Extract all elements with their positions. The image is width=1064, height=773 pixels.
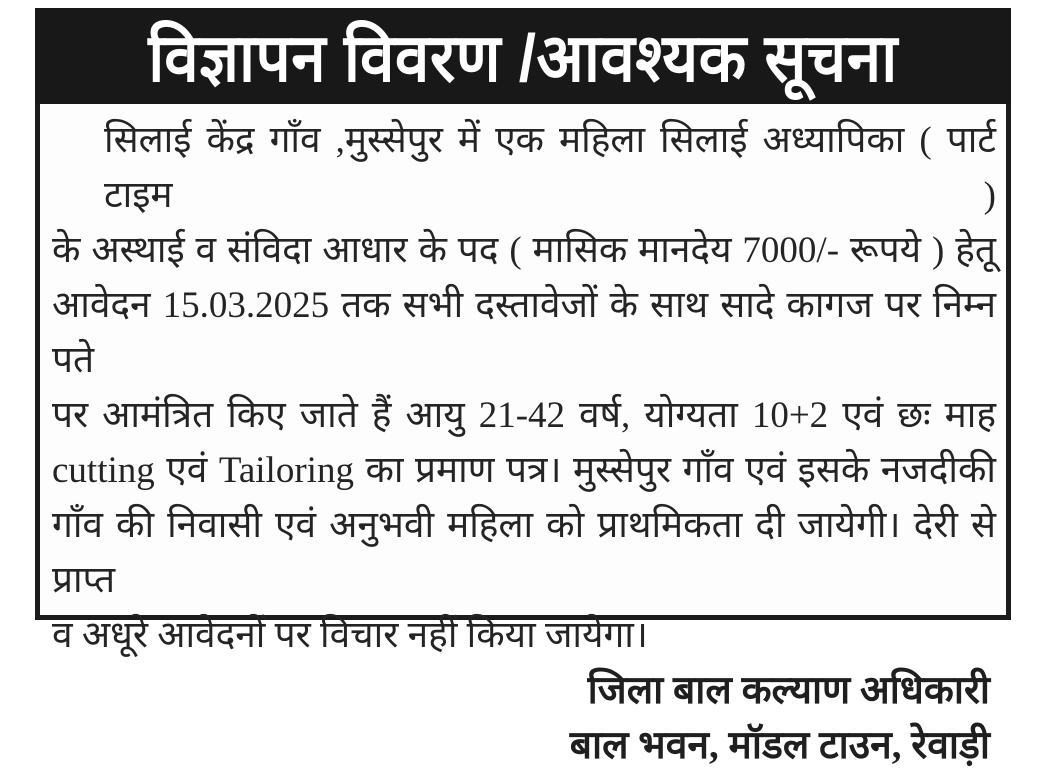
body-line: आवेदन 15.03.2025 तक सभी दस्तावेजों के साथ सादे कागज पर निम्न पते: [52, 285, 996, 381]
ad-header-bar: [35, 8, 1011, 104]
body-line: पर आमंत्रित किए जाते हैं आयु 21-42 वर्ष, योग्यता 10+2 एवं छः माह: [52, 395, 996, 436]
body-line: सिलाई केंद्र गाँव ,मुस्सेपुर में एक महिला सिलाई अध्यापिका ( पार्ट टाइम ): [104, 120, 996, 216]
advertisement: [35, 8, 1011, 767]
ad-title: विज्ञापन विवरण /आवश्यक सूचना: [148, 21, 898, 96]
body-line: cutting एवं Tailoring का प्रमाण पत्र। मुस्सेपुर गाँव एवं इसके नजदीकी: [52, 450, 996, 491]
body-line: के अस्थाई व संविदा आधार के पद ( मासिक मानदेय 7000/- रूपये ) हेतू: [52, 230, 996, 271]
ad-body-box: [35, 104, 1011, 767]
body-line: गाँव की निवासी एवं अनुभवी महिला को प्राथमिकता दी जायेगी। देरी से प्राप्त: [52, 505, 996, 601]
signature-block: [52, 663, 996, 773]
body-line: व अधूरे आवेदनों पर विचार नहीं किया जायेगा।: [52, 615, 648, 656]
signature-line-address: बाल भवन, मॉडल टाउन, रेवाड़ी: [569, 724, 990, 767]
signature-line-officer: जिला बाल कल्याण अधिकारी: [587, 669, 990, 712]
